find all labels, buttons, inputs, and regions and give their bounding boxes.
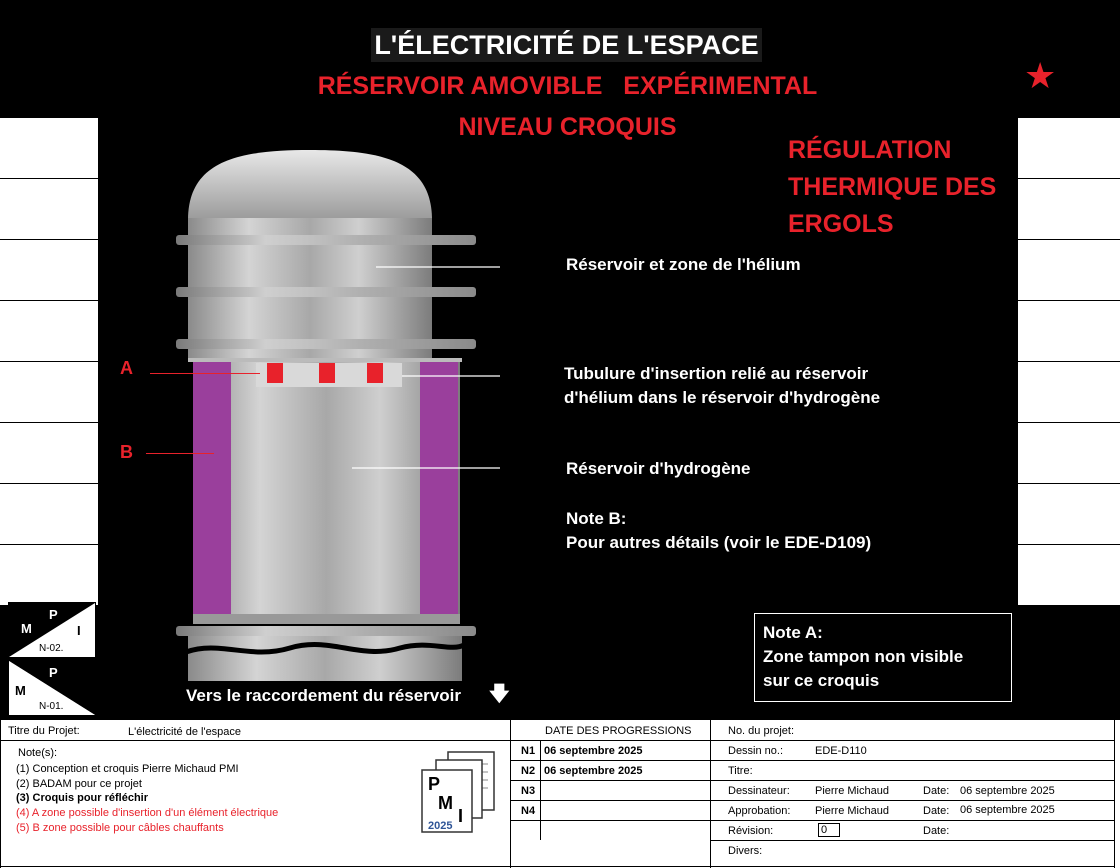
note-a-box	[754, 613, 1012, 702]
marker-a-line	[150, 373, 260, 374]
helium-label: Réservoir et zone de l'hélium	[566, 255, 801, 274]
note-2: (2) BADAM pour ce projet	[16, 778, 142, 790]
title-block	[0, 718, 1120, 868]
left-margin-grid	[0, 118, 100, 606]
designer-value: Pierre Michaud	[815, 785, 889, 797]
purple-zone-right	[420, 362, 458, 614]
designer-date: 06 septembre 2025	[960, 785, 1055, 797]
mpi-badge-n01	[8, 660, 96, 716]
badge-p: P	[49, 665, 58, 680]
ring-band	[176, 339, 476, 349]
badge-m: M	[15, 683, 26, 698]
topic-text: RÉGULATION THERMIQUE DES ERGOLS	[788, 136, 997, 238]
note-a-title: Note A:	[763, 623, 823, 642]
titre-label: Titre:	[728, 765, 753, 777]
revision-value: 0	[818, 823, 840, 837]
approval-label: Approbation:	[728, 805, 791, 817]
page-title: L'ÉLECTRICITÉ DE L'ESPACE	[371, 28, 762, 62]
tube-label-2: d'hélium dans le réservoir d'hydrogène	[564, 388, 881, 407]
approval-date: 06 septembre 2025	[960, 804, 1055, 816]
pmi-logo	[418, 748, 498, 836]
marker-b-line	[146, 453, 214, 454]
hydrogen-section	[193, 362, 460, 614]
progress-header: DATE DES PROGRESSIONS	[545, 725, 692, 737]
progress-date: 06 septembre 2025	[544, 765, 643, 777]
badge-m: M	[21, 621, 32, 636]
note-a-line2: sur ce croquis	[763, 671, 880, 690]
ring-band	[176, 235, 476, 245]
section-divider	[188, 358, 462, 362]
project-title-label: Titre du Projet:	[8, 725, 80, 737]
purple-zone-left	[193, 362, 231, 614]
designer-date-label: Date:	[923, 785, 950, 797]
drawing-no-value: EDE-D110	[815, 745, 867, 757]
divers-label: Divers:	[728, 845, 763, 857]
marker-b: B	[120, 442, 133, 462]
tank-drawing	[160, 140, 500, 685]
progress-id: N3	[521, 785, 536, 797]
progress-id: N1	[521, 745, 536, 757]
designer-label: Dessinateur:	[728, 785, 790, 797]
note-5: (5) B zone possible pour câbles chauffants	[16, 822, 224, 834]
approval-date-label: Date:	[923, 805, 950, 817]
badge-i: I	[77, 683, 81, 698]
red-insert	[319, 363, 335, 383]
progress-date: 06 septembre 2025	[544, 745, 643, 757]
hydrogen-label: Réservoir d'hydrogène	[566, 459, 751, 478]
red-insert	[367, 363, 383, 383]
logo-p: P	[428, 774, 441, 794]
down-arrow-icon: 🡇	[489, 683, 510, 705]
ring-band	[176, 626, 476, 636]
red-star-icon: ★	[1024, 55, 1057, 96]
connection-label: Vers le raccordement du réservoir	[186, 686, 461, 705]
badge-p: P	[49, 607, 58, 622]
progress-id: N4	[521, 805, 536, 817]
badge-i: I	[77, 623, 81, 638]
badge-code: N-01.	[39, 701, 64, 712]
notes-label: Note(s):	[18, 747, 58, 759]
note-b-text: Pour autres détails (voir le EDE-D109)	[566, 533, 872, 552]
mpi-badge-n02	[8, 602, 96, 658]
project-title-value: L'électricité de l'espace	[128, 726, 242, 738]
marker-a: A	[120, 358, 133, 378]
subtitle-reservoir: RÉSERVOIR AMOVIBLE EXPÉRIMENTAL	[317, 72, 818, 100]
tube-label-1: Tubulure d'insertion relié au réservoir	[564, 364, 869, 383]
progress-id: N2	[521, 765, 536, 777]
subtitle-level: NIVEAU CROQUIS	[458, 113, 677, 141]
badge-code: N-02.	[39, 643, 64, 654]
approval-value: Pierre Michaud	[815, 805, 889, 817]
revision-label: Révision:	[728, 825, 774, 837]
logo-i: I	[458, 806, 464, 826]
revision-date-label: Date:	[923, 825, 950, 837]
note-b-title: Note B:	[566, 509, 627, 528]
note-4: (4) A zone possible d'insertion d'un élément électrique	[16, 807, 279, 819]
logo-m: M	[438, 793, 453, 813]
note-3: (3) Croquis pour réfléchir	[16, 792, 149, 804]
project-no-label: No. du projet:	[728, 725, 795, 737]
red-insert	[267, 363, 283, 383]
note-a-line1: Zone tampon non visible	[763, 647, 964, 666]
tank-dome	[188, 150, 432, 220]
ring-band	[176, 287, 476, 297]
note-1: (1) Conception et croquis Pierre Michaud PMI	[16, 763, 239, 775]
right-margin-grid	[1018, 118, 1120, 606]
drawing-no-label: Dessin no.:	[728, 745, 784, 757]
logo-year: 2025	[428, 820, 453, 832]
topic-title	[788, 132, 1013, 243]
